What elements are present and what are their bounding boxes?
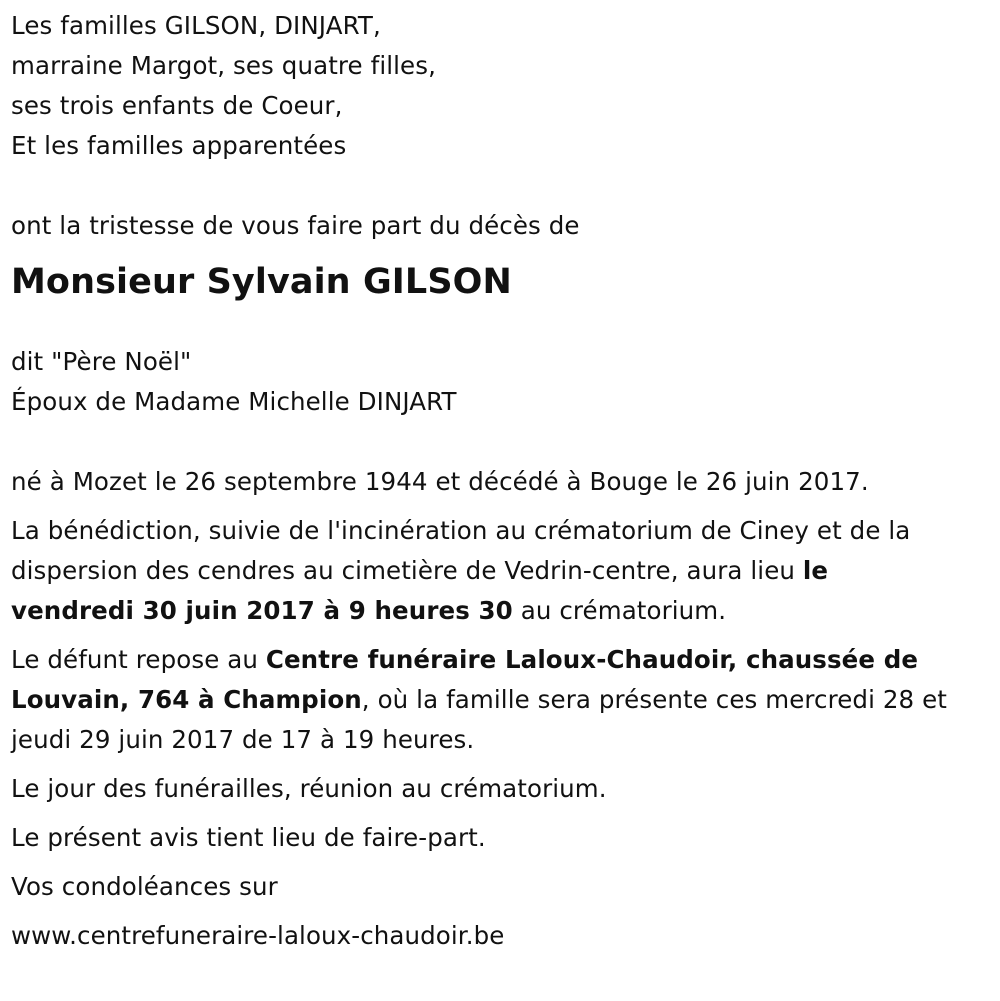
ceremony-line-1: La bénédiction, suivie de l'incinération au crématorium de Ciney et de la xyxy=(11,516,911,545)
repose-line-1 xyxy=(11,640,986,680)
funeral-center-name: Centre funéraire Laloux-Chaudoir, chaussée de xyxy=(265,645,919,674)
funeral-day-info: Le jour des funérailles, réunion au crématorium. xyxy=(11,774,607,803)
ceremony-line-3-text: au crématorium. xyxy=(512,596,727,625)
ceremony-date-start: le xyxy=(802,556,829,585)
repose-line-1-text: Le défunt repose au xyxy=(11,645,266,674)
birth-death-info: né à Mozet le 26 septembre 1944 et décédé à Bouge le 26 juin 2017. xyxy=(11,467,869,496)
families-line-4: Et les familles apparentées xyxy=(11,131,347,160)
spacer xyxy=(11,166,986,206)
ceremony-date: vendredi 30 juin 2017 à 9 heures 30 xyxy=(11,596,513,625)
families-line-1: Les familles GILSON, DINJART, xyxy=(11,11,381,40)
repose-line-3: jeudi 29 juin 2017 de 17 à 19 heures. xyxy=(11,725,475,754)
obituary-document xyxy=(11,6,986,965)
repose-line-2-text: , où la famille sera présente ces mercredi 28 et xyxy=(361,685,948,714)
ceremony-line-3 xyxy=(11,591,986,631)
ceremony-line-2 xyxy=(11,551,986,591)
repose-paragraph xyxy=(11,640,986,760)
funeral-center-address: Louvain, 764 à Champion xyxy=(11,685,362,714)
condolences-url[interactable]: www.centrefuneraire-laloux-chaudoir.be xyxy=(11,921,505,950)
condolences-label: Vos condoléances sur xyxy=(11,872,278,901)
ceremony-paragraph xyxy=(11,511,986,631)
families-line-3: ses trois enfants de Coeur, xyxy=(11,91,343,120)
nickname: dit "Père Noël" xyxy=(11,347,192,376)
announcement-text: ont la tristesse de vous faire part du décès de xyxy=(11,211,580,240)
families-line-2: marraine Margot, ses quatre filles, xyxy=(11,51,436,80)
spouse: Époux de Madame Michelle DINJART xyxy=(11,387,457,416)
ceremony-line-2-text: dispersion des cendres au cimetière de Vedrin-centre, aura lieu xyxy=(11,556,803,585)
repose-line-2 xyxy=(11,680,986,720)
notice-text: Le présent avis tient lieu de faire-part. xyxy=(11,823,486,852)
deceased-name: Monsieur Sylvain GILSON xyxy=(11,262,512,302)
spacer xyxy=(11,422,986,462)
